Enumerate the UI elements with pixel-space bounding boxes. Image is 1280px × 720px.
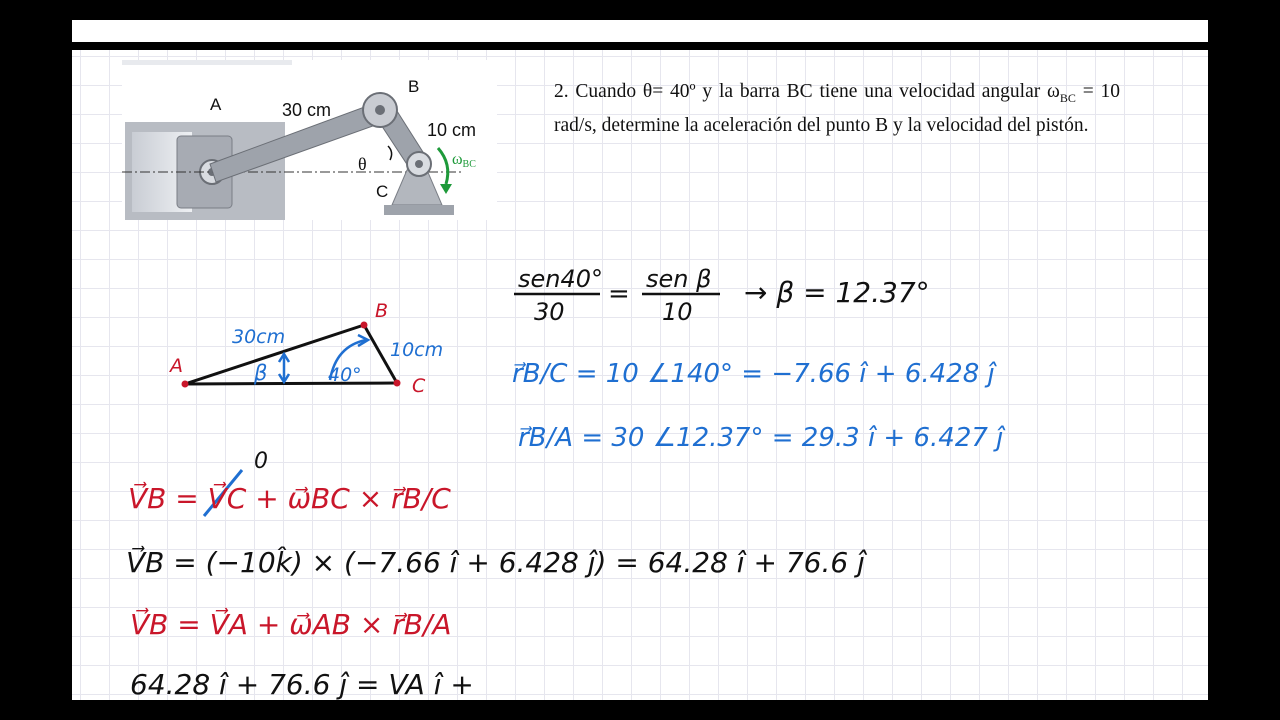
problem-text-end: = 10 rad/s, determine la aceleración del punto B y la velocidad del pistón. <box>554 81 1120 136</box>
label-length-BC: 10 cm <box>427 120 477 140</box>
triangle-length-BC: 10cm <box>390 339 444 361</box>
triangle-point-C <box>394 380 401 387</box>
sines-denominator-2: 10 <box>662 298 693 326</box>
triangle-side-AC <box>185 383 397 384</box>
velocity-equation-3: V⃗B = V⃗A + ω⃗AB × r⃗B/A <box>130 608 452 641</box>
sines-denominator-1: 30 <box>534 298 565 326</box>
triangle-label-B: B <box>375 300 389 322</box>
triangle-sketch <box>168 300 443 397</box>
label-A: A <box>210 95 222 114</box>
notebook-page <box>72 50 1208 700</box>
triangle-point-A <box>182 381 189 388</box>
triangle-length-AB: 30cm <box>232 326 286 348</box>
problem-text-start: 2. Cuando θ= 40º y la barra BC tiene una velocidad angular ω <box>554 81 1060 102</box>
triangle-point-B <box>361 322 368 329</box>
label-C: C <box>376 182 389 201</box>
triangle-label-A: A <box>170 355 183 377</box>
label-theta: θ <box>358 154 367 174</box>
sines-numerator-2: sen β <box>646 265 712 293</box>
omega-subscript: BC <box>1059 90 1076 105</box>
sines-result: → β = 12.37° <box>744 276 930 309</box>
vector-r-BA: r⃗B/A = 30 ∠12.37° = 29.3 î + 6.427 ĵ <box>518 423 1004 453</box>
law-of-sines <box>514 265 930 326</box>
top-bar <box>72 20 1208 42</box>
sines-numerator-1: sen40° <box>518 265 604 293</box>
label-B: B <box>408 77 420 96</box>
label-length-AB: 30 cm <box>282 100 332 120</box>
sines-equals: = <box>608 279 630 309</box>
vector-r-BC: r⃗B/C = 10 ∠140° = −7.66 î + 6.428 ĵ <box>512 359 995 389</box>
vc-zero-label: 0 <box>254 449 268 474</box>
handwritten-notes <box>72 50 1208 700</box>
triangle-angle-beta: β <box>254 361 268 385</box>
triangle-label-C: C <box>412 375 426 397</box>
velocity-equation-4: 64.28 î + 76.6 ĵ = VA î + <box>130 668 474 700</box>
label-omega: ωBC <box>452 151 476 170</box>
triangle-angle-40: 40° <box>328 364 362 386</box>
velocity-equation-1: V⃗B = V⃗C + ω⃗BC × r⃗B/C <box>128 482 451 515</box>
velocity-equation-2: V⃗B = (−10k̂) × (−7.66 î + 6.428 ĵ) = 64.28 î + 76.6 ĵ <box>126 546 865 579</box>
